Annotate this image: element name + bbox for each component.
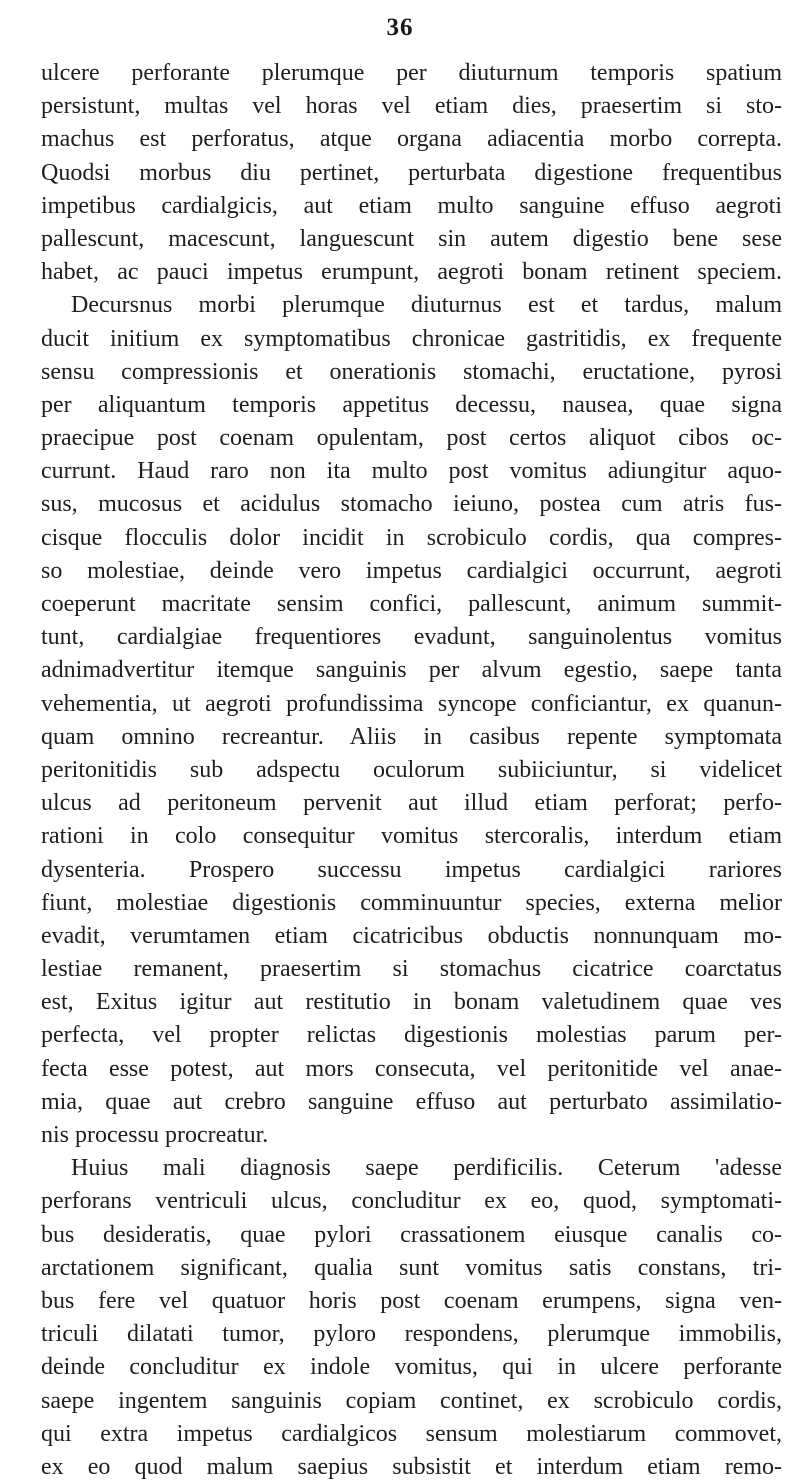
body-text [41,57,782,1484]
text-line: dysenteria. Prospero successu impetus cardialgici rariores [41,856,782,883]
text-line: pallescunt, macescunt, languescunt sin autem digestio bene sese [41,225,782,252]
text-line: impetibus cardialgicis, aut etiam multo sanguine effuso aegroti [41,192,782,219]
text-line: cisque flocculis dolor incidit in scrobiculo cordis, qua compres- [41,524,782,551]
text-line: ulcus ad peritoneum pervenit aut illud etiam perforat; perfo- [41,790,782,817]
text-line: fecta esse potest, aut mors consecuta, vel peritonitide vel anae- [41,1055,782,1082]
text-line: qui extra impetus cardialgicos sensum molestiarum commovet, [41,1420,782,1447]
text-line: praecipue post coenam opulentam, post certos aliquot cibos oc- [41,425,782,452]
text-line: evadit, verumtamen etiam cicatricibus obductis nonnunquam mo- [41,922,782,949]
text-line: coeperunt macritate sensim confici, pallescunt, animum summit- [41,591,782,617]
page-number: 36 [386,14,414,41]
text-line: ulcere perforante plerumque per diuturnum temporis spatium [41,60,782,86]
text-line: ducit initium ex symptomatibus chronicae gastritidis, ex frequente [41,325,782,352]
text-line: est, Exitus igitur aut restitutio in bonam valetudinem quae ves [41,989,782,1016]
text-line: habet, ac pauci impetus erumpunt, aegroti bonam retinent speciem. [41,259,782,286]
text-line: perforans ventriculi ulcus, concluditur ex eo, quod, symptomati- [41,1188,782,1215]
text-line: tunt, cardialgiae frequentiores evadunt, sanguinolentus vomitus [41,624,782,651]
text-line: sus, mucosus et acidulus stomacho ieiuno, postea cum atris fus- [41,491,782,518]
text-line: persistunt, multas vel horas vel etiam dies, praesertim si sto- [41,93,782,120]
text-line: currunt. Haud raro non ita multo post vomitus adiungitur aquo- [41,458,782,485]
text-line: triculi dilatati tumor, pyloro respondens, plerumque immobilis, [41,1321,782,1348]
text-line: ex eo quod malum saepius subsistit et interdum etiam remo- [41,1453,782,1480]
text-line: Decursnus morbi plerumque diuturnus est et tardus, malum [71,292,782,319]
text-line: quam omnino recreantur. Aliis in casibus repente symptomata [41,723,782,750]
text-line: deinde concluditur ex indole vomitus, qui in ulcere perforante [41,1354,782,1381]
text-line: vehementia, ut aegroti profundissima syncope conficiantur, ex quanun- [41,690,782,717]
text-line: machus est perforatus, atque organa adiacentia morbo correpta. [41,126,782,153]
text-line: peritonitidis sub adspectu oculorum subiiciuntur, si videlicet [41,756,782,783]
text-line: bus fere vel quatuor horis post coenam erumpens, signa ven- [41,1287,782,1314]
text-line: nis processu procreatur. [41,1122,269,1148]
text-line: so molestiae, deinde vero impetus cardialgici occurrunt, aegroti [41,557,782,584]
text-line: saepe ingentem sanguinis copiam continet, ex scrobiculo cordis, [41,1387,782,1414]
text-line: bus desideratis, quae pylori crassationem eiusque canalis co- [41,1221,782,1248]
text-line: Huius mali diagnosis saepe perdificilis. Ceterum 'adesse [71,1155,782,1182]
text-line: mia, quae aut crebro sanguine effuso aut perturbato assimilatio- [41,1088,782,1115]
text-line: sensu compressionis et onerationis stomachi, eructatione, pyrosi [41,358,782,385]
text-line: per aliquantum temporis appetitus decessu, nausea, quae signa [41,391,782,418]
text-line: arctationem significant, qualia sunt vomitus satis constans, tri- [41,1254,782,1281]
text-line: Quodsi morbus diu pertinet, perturbata digestione frequentibus [41,159,782,186]
text-line: lestiae remanent, praesertim si stomachus cicatrice coarctatus [41,956,782,983]
text-line: perfecta, vel propter relictas digestionis molestias parum per- [41,1022,782,1049]
text-line: fiunt, molestiae digestionis comminuuntur species, externa melior [41,889,782,916]
text-line: adnimadvertitur itemque sanguinis per alvum egestio, saepe tanta [41,657,782,684]
text-line: rationi in colo consequitur vomitus stercoralis, interdum etiam [41,823,782,850]
